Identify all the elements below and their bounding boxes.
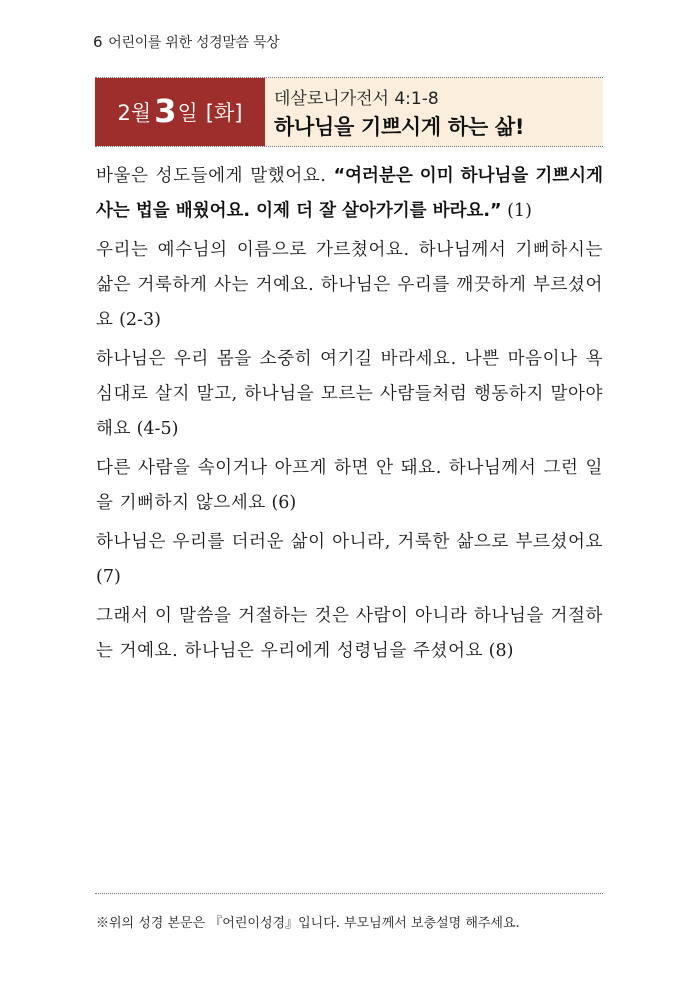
verse-number: (1) [501,201,532,221]
paragraph-quote: “여러분은 이미 하나님을 기쁘시게 사는 법을 배웠어요. 이제 더 잘 살아가기를 바라요.” [96,166,603,221]
date-day: 3 [154,92,177,130]
paragraph [96,342,603,447]
verse-number: (4-5) [131,419,179,439]
date-day-unit: 일 [177,101,198,125]
paragraph [96,599,603,669]
running-header [93,32,279,52]
date-badge [95,78,265,146]
paragraph-text: 다른 사람을 속이거나 아프게 하면 안 돼요. 하나님께서 그런 일을 기뻐하지 않으세요 [96,458,603,513]
paragraph [96,159,603,229]
footer-divider [95,893,603,894]
devotion-title-box [95,77,603,147]
title-text [265,78,603,146]
verse-number: (7) [96,567,121,587]
paragraph [96,451,603,521]
paragraph [96,525,603,595]
book-title: 어린이를 위한 성경말씀 묵상 [108,35,280,51]
paragraph-text: 우리는 예수님의 이름으로 가르쳤어요. 하나님께서 기뻐하시는 삶은 거룩하게 사는 거예요. 하나님은 우리를 깨끗하게 부르셨어요 [96,240,603,330]
paragraph-lead: 바울은 성도들에게 말했어요. [96,166,334,186]
page-number: 6 [93,33,103,51]
footnote: ※위의 성경 본문은 『어린이성경』입니다. 부모님께서 보충설명 해주세요. [96,916,520,931]
date-month: 2월 [117,101,152,125]
verse-number: (2-3) [113,310,161,330]
scripture-body [96,159,603,673]
scripture-reference: 데살로니가전서 4:1-8 [274,88,439,109]
date-weekday: [화] [205,101,243,125]
verse-number: (8) [483,641,514,661]
paragraph-text: 그래서 이 말씀을 거절하는 것은 사람이 아니라 하나님을 거절하는 거예요. 하나님은 우리에게 성령님을 주셨어요 [96,606,603,661]
paragraph-text: 하나님은 우리를 더러운 삶이 아니라, 거룩한 삶으로 부르셨어요 [96,532,603,552]
devotion-theme: 하나님을 기쁘시게 하는 삶! [274,114,525,139]
paragraph [96,233,603,338]
verse-number: (6) [265,493,297,513]
paragraph-text: 하나님은 우리 몸을 소중히 여기길 바라세요. 나쁜 마음이나 욕심대로 살지 말고, 하나님을 모르는 사람들처럼 행동하지 말아야 해요 [96,349,603,439]
